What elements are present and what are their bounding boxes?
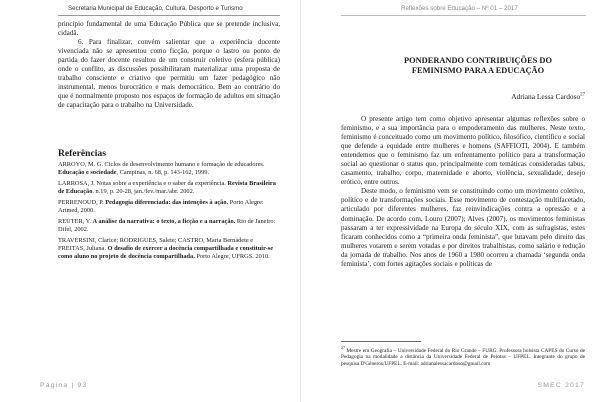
footnote-reference: 27 bbox=[580, 92, 585, 98]
reference-item: ARROYO, M. G. Ciclos de desenvolvimento humano e formação de educadores. Educação e sociedade, Campinas, n. 68, p. 143-162, 1999. bbox=[58, 161, 265, 177]
footnote: $^{27}$ Mestre em Geografia – Universidade Federal do Rio Grande – FURG. Professora bolsista CAPES do Curso de Pedagogia na modalidade a distância da Universidade Federal de Pelotas – UFPEL. Integrante do grupo de pesquisa D'Gêneros/UFPEL. E-mail: adrianalessacardoso@gmail.com bbox=[341, 345, 585, 367]
reference-item: TRAVERSINI, Clarice; RODRIGUES, Salete; CASTRO, Maria Bernadete e FREITAS, Juliana. O desafio de exercer a docência compartilhada e constituir-se como aluno no projeto de docência compartilhada. Porto Alegre, UFRGS. 2010. bbox=[58, 237, 274, 261]
paragraph: princípio fundamental de uma Educação Pública que se pretende inclusiva, cidadã. bbox=[58, 20, 280, 38]
article-title: PONDERANDO CONTRIBUIÇÕES DO FEMINISMO PARA A EDUCAÇÃO bbox=[404, 56, 552, 76]
right-body-text bbox=[341, 115, 585, 269]
publisher-footer: SMEC 2017 bbox=[537, 382, 585, 389]
running-header-right: Reflexões sobre Educação – Nº 01 – 2017 bbox=[401, 5, 518, 12]
header-rule-right bbox=[341, 15, 586, 16]
references-list bbox=[58, 161, 280, 265]
right-page bbox=[300, 0, 600, 402]
article-author: Adriana Lessa Cardoso$^{27}$ bbox=[511, 92, 585, 101]
footnote-rule bbox=[341, 341, 421, 342]
header-rule-left bbox=[58, 15, 280, 16]
reference-item: REUTER, Y. A análise da narrativa: o texto, a ficção e a narração. Rio de Janeiro: Difel, 2002. bbox=[58, 218, 276, 234]
reference-item: LARROSA, J. Notas sobre a experiência e o saber da experiência. Revista Brasileira de Educação. n.19, p. 20-28, jan./fev./mar./abr. 2002. bbox=[58, 180, 276, 196]
references-heading: Referências bbox=[58, 148, 106, 159]
paragraph: O presente artigo tem como objetivo apresentar algumas reflexões sobre o feminismo, e a sua importância para o empoderamento das mulheres. Neste texto, feminismo é conceituado como um movimento político, filosófico, científico e social que defende a equidade entre mulheres e homens (SAFFIOTI, 2004). E também entendemos que o feminismo faz um enfrentamento político para a transformação social ao questionar o status quo, principalmente com temáticas consideradas tabus, casamento, trabalho, corpo, maternidade e aborto, violência, sexualidade, desejo erótico, entre outros. bbox=[341, 115, 585, 187]
paragraph: 6. Para finalizar, convém salientar que a experiência docente vivenciada não se apresentou como ficção, porque o lastro ou ponto de partida do fazer docente resultou de um construir coletivo (esfera pública) onde o conflito, as discussões possibilitaram materializar uma proposta de trabalho consciente e criativo que permitiu um fazer pedagógico não instrumental, menos burocrático e mais democrático. Bem ao contrário do que é normalmente proposto nos espaços de formação de adultos em situação de capacitação para o trabalho na Universidade. bbox=[58, 38, 280, 110]
reference-item: PERRENOUD, P. Pedagogia diferenciada: das intenções à ação. Porto Alegre: Artmed, 2000. bbox=[58, 199, 264, 215]
left-body-text bbox=[58, 20, 280, 110]
running-header-left: Secretaria Municipal de Educação, Cultura, Desporto e Turismo bbox=[68, 5, 243, 12]
page-number-footer: Página | 93 bbox=[40, 382, 88, 389]
paragraph: Deste modo, o feminismo vem se constituindo como um movimento coletivo, político e de transformações sociais. Esse movimento de contestação multifacetado, articulado por diferentes mulheres, faz reinvindicações contra a opressão e a dominação. De acordo com, Louro (2007); Alves (2007), os movimentos feministas passaram a ter expressividade na Europa do século XIX, com as sufragistas, estes ficaram conhecidos como a “primeira onda feminista”, que lutavam pelo direito das mulheres votarem e serem votadas e por direitos trabalhistas, como salário e redução da jornada de trabalho. Nos anos de 1960 a 1980 ocorreu a chamada ‘segunda onda feminista’, com fortes agitações sociais e políticas de bbox=[341, 187, 585, 268]
